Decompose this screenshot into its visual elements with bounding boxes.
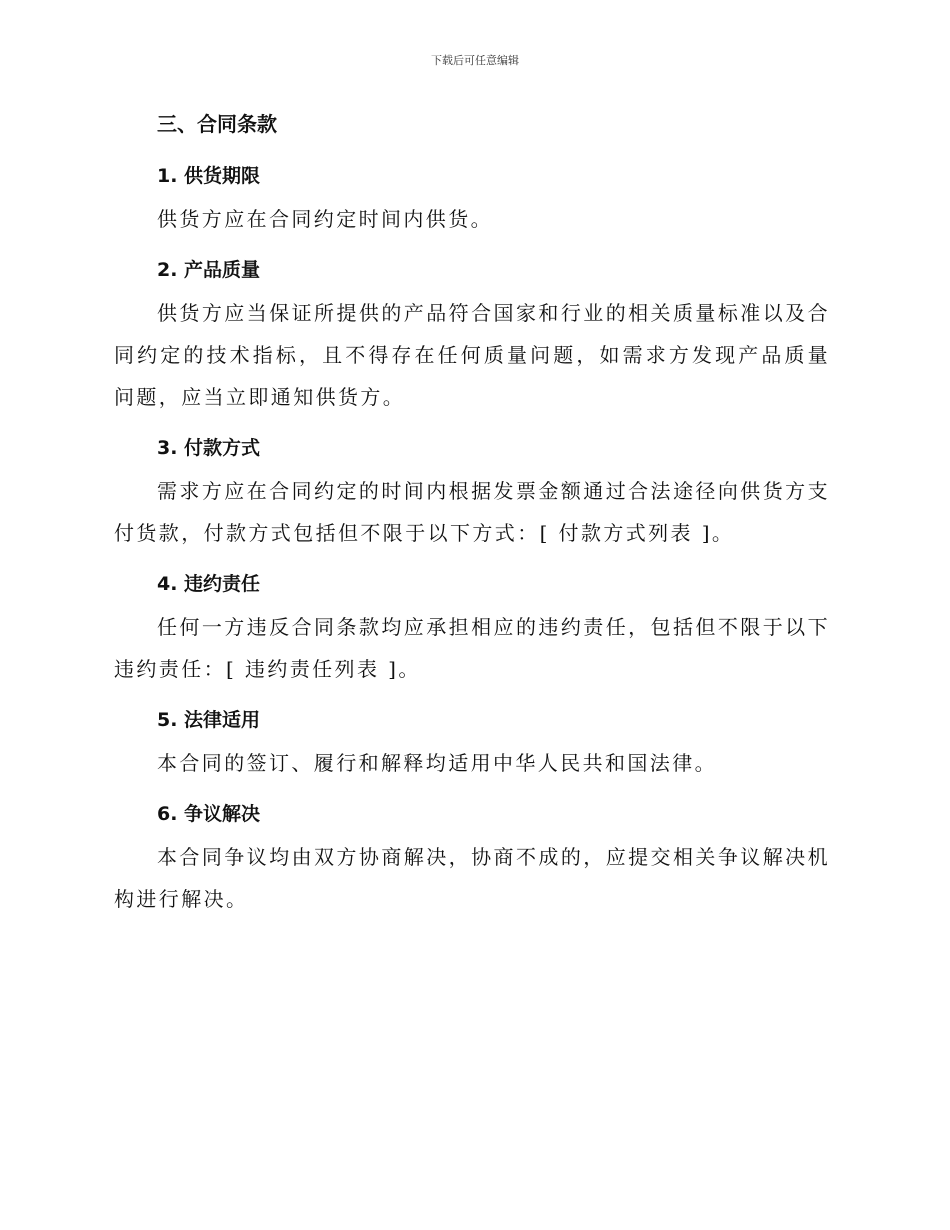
clause-heading: 6. 争议解决: [157, 803, 261, 825]
clause-product-quality: [114, 256, 830, 418]
clause-payment-method: [114, 434, 830, 554]
clause-text: 需求方应在合同约定的时间内根据发票金额通过合法途径向供货方支付货款，付款方式包括但不限于以下方式：[ 付款方式列表 ]。: [114, 479, 830, 545]
clause-text: 供货方应在合同约定时间内供货。: [157, 207, 493, 231]
clause-text: 本合同的签订、履行和解释均适用中华人民共和国法律。: [157, 751, 717, 775]
page-header-note: 下载后可任意编辑: [431, 54, 519, 67]
clause-governing-law: [114, 706, 830, 784]
clause-text: 任何一方违反合同条款均应承担相应的违约责任，包括但不限于以下违约责任：[ 违约责任列表 ]。: [114, 615, 830, 681]
document-body: [114, 110, 830, 920]
clause-heading: 3. 付款方式: [157, 437, 261, 459]
clause-dispute-resolution: [114, 800, 830, 920]
clause-heading: 5. 法律适用: [157, 709, 261, 731]
clause-text: 供货方应当保证所提供的产品符合国家和行业的相关质量标准以及合同约定的技术指标，且不得存在任何质量问题，如需求方发现产品质量问题，应当立即通知供货方。: [114, 301, 830, 409]
clause-heading: 1. 供货期限: [157, 165, 261, 187]
section-title: 三、合同条款: [157, 112, 277, 136]
clause-heading: 4. 违约责任: [157, 573, 261, 595]
clause-text: 本合同争议均由双方协商解决，协商不成的，应提交相关争议解决机构进行解决。: [114, 845, 830, 911]
clause-heading: 2. 产品质量: [157, 259, 261, 281]
clause-supply-period: [114, 162, 830, 240]
clause-breach-liability: [114, 570, 830, 690]
